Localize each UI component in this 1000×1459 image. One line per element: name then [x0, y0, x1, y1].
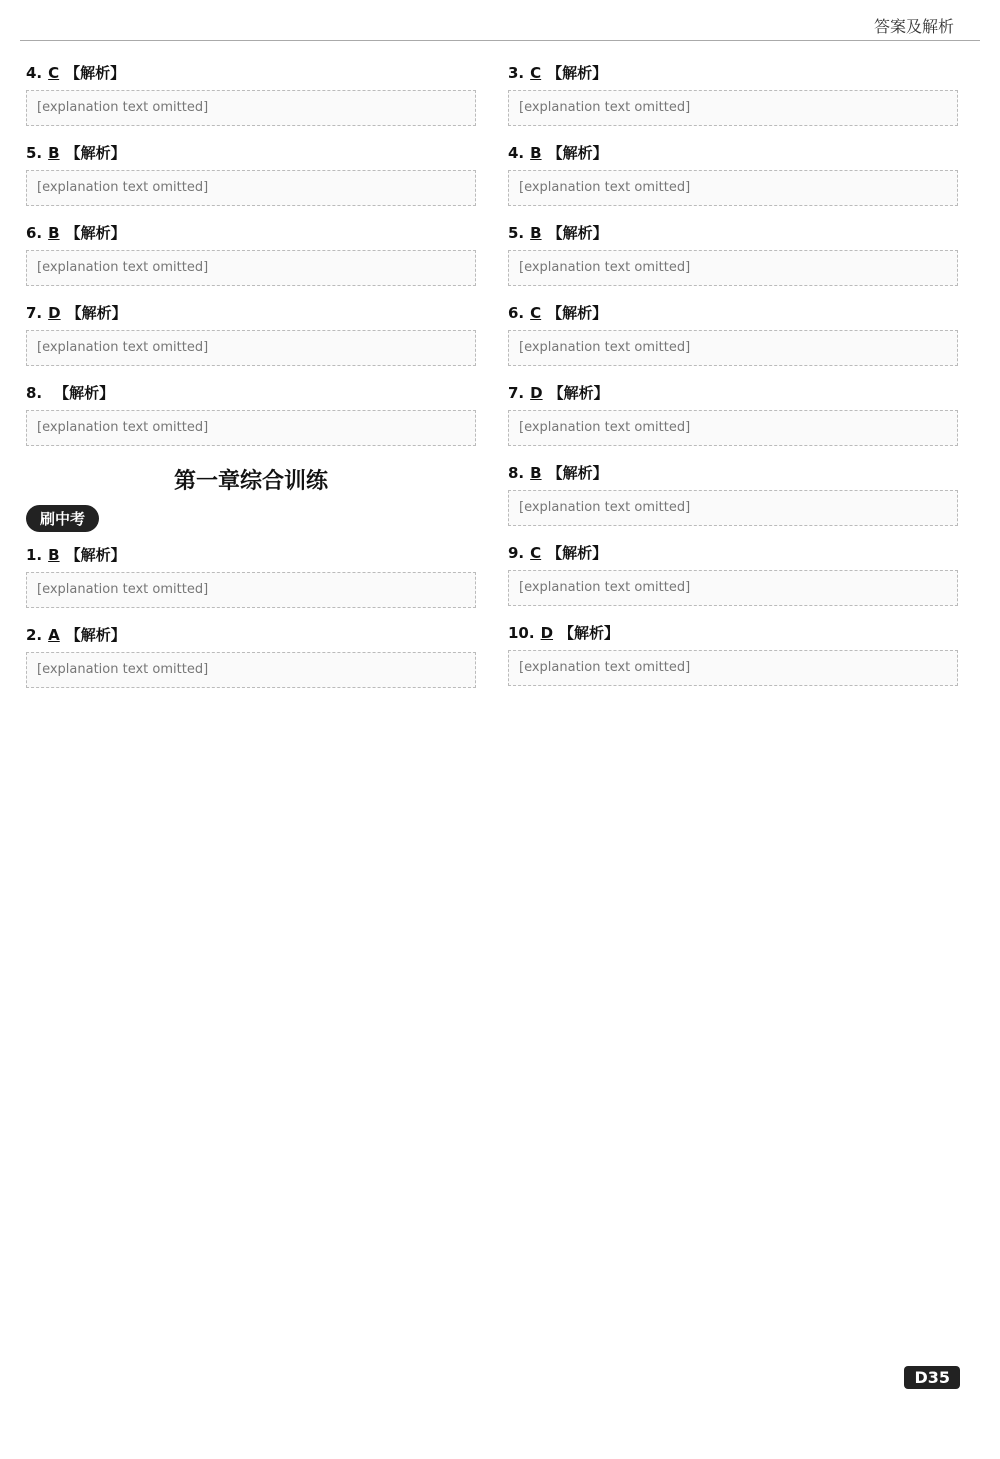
section-badge: 刷中考 [26, 505, 99, 532]
answer-item [26, 300, 476, 366]
page-number: D35 [904, 1366, 960, 1389]
question-number: 1. [26, 546, 43, 564]
explanation-placeholder: [explanation text omitted] [508, 170, 958, 206]
explanation-placeholder: [explanation text omitted] [26, 330, 476, 366]
answer-item [508, 60, 958, 126]
header-divider [20, 40, 980, 41]
question-number: 7. [26, 304, 43, 322]
answer-item [508, 220, 958, 286]
explanation-placeholder: [explanation text omitted] [26, 652, 476, 688]
question-number: 3. [508, 64, 525, 82]
question-number: 8. [508, 464, 525, 482]
left-answer-list [26, 60, 476, 446]
explanation-placeholder: [explanation text omitted] [26, 250, 476, 286]
analysis-tag: 【解析】 [547, 64, 608, 82]
analysis-tag: 【解析】 [547, 544, 608, 562]
answer-item [508, 620, 958, 686]
analysis-tag: 【解析】 [65, 144, 126, 162]
answer-item [508, 140, 958, 206]
question-number: 8. [26, 384, 43, 402]
question-number: 2. [26, 626, 43, 644]
explanation-placeholder: [explanation text omitted] [26, 90, 476, 126]
answer-item [508, 300, 958, 366]
explanation-placeholder: [explanation text omitted] [508, 570, 958, 606]
explanation-placeholder: [explanation text omitted] [508, 410, 958, 446]
answer-item [26, 622, 476, 688]
answer-letter: B [48, 224, 60, 242]
explanation-placeholder: [explanation text omitted] [508, 330, 958, 366]
question-number: 9. [508, 544, 525, 562]
answer-letter: A [48, 626, 60, 644]
analysis-tag: 【解析】 [547, 464, 608, 482]
section-title: 第一章综合训练 [173, 469, 328, 494]
section-answer-list [26, 542, 476, 688]
explanation-placeholder: [explanation text omitted] [26, 410, 476, 446]
answer-letter: C [530, 304, 542, 322]
answer-letter: D [48, 304, 61, 322]
analysis-tag: 【解析】 [559, 624, 620, 642]
answer-letter: C [530, 544, 542, 562]
analysis-tag: 【解析】 [65, 626, 126, 644]
analysis-tag: 【解析】 [65, 224, 126, 242]
explanation-placeholder: [explanation text omitted] [508, 650, 958, 686]
analysis-tag: 【解析】 [547, 304, 608, 322]
answer-letter: B [530, 464, 542, 482]
explanation-placeholder: [explanation text omitted] [508, 90, 958, 126]
explanation-placeholder: [explanation text omitted] [26, 170, 476, 206]
answer-letter: C [530, 64, 542, 82]
analysis-tag: 【解析】 [548, 384, 609, 402]
answer-item [26, 140, 476, 206]
answer-item [508, 540, 958, 606]
page-header: 答案及解析 [873, 17, 954, 36]
explanation-placeholder: [explanation text omitted] [26, 572, 476, 608]
answer-item [26, 380, 476, 446]
explanation-placeholder: [explanation text omitted] [508, 250, 958, 286]
right-column [508, 60, 958, 700]
analysis-tag: 【解析】 [66, 304, 127, 322]
answer-letter: B [48, 144, 60, 162]
analysis-tag: 【解析】 [65, 64, 126, 82]
question-number: 4. [508, 144, 525, 162]
answer-letter: B [530, 224, 542, 242]
analysis-tag: 【解析】 [547, 144, 608, 162]
question-number: 7. [508, 384, 525, 402]
answer-letter: C [48, 64, 60, 82]
question-number: 4. [26, 64, 43, 82]
answer-letter: D [540, 624, 554, 642]
answer-letter: B [530, 144, 542, 162]
explanation-placeholder: [explanation text omitted] [508, 490, 958, 526]
analysis-tag: 【解析】 [54, 384, 115, 402]
answer-letter: D [530, 384, 543, 402]
answer-item [26, 220, 476, 286]
answer-item [508, 460, 958, 526]
answer-item [26, 542, 476, 608]
question-number: 10. [508, 624, 535, 642]
left-column [26, 60, 476, 702]
right-answer-list [508, 60, 958, 686]
analysis-tag: 【解析】 [65, 546, 126, 564]
question-number: 5. [508, 224, 525, 242]
question-number: 6. [508, 304, 525, 322]
question-number: 5. [26, 144, 43, 162]
answer-letter: B [48, 546, 60, 564]
question-number: 6. [26, 224, 43, 242]
answer-item [26, 60, 476, 126]
analysis-tag: 【解析】 [547, 224, 608, 242]
answer-item [508, 380, 958, 446]
